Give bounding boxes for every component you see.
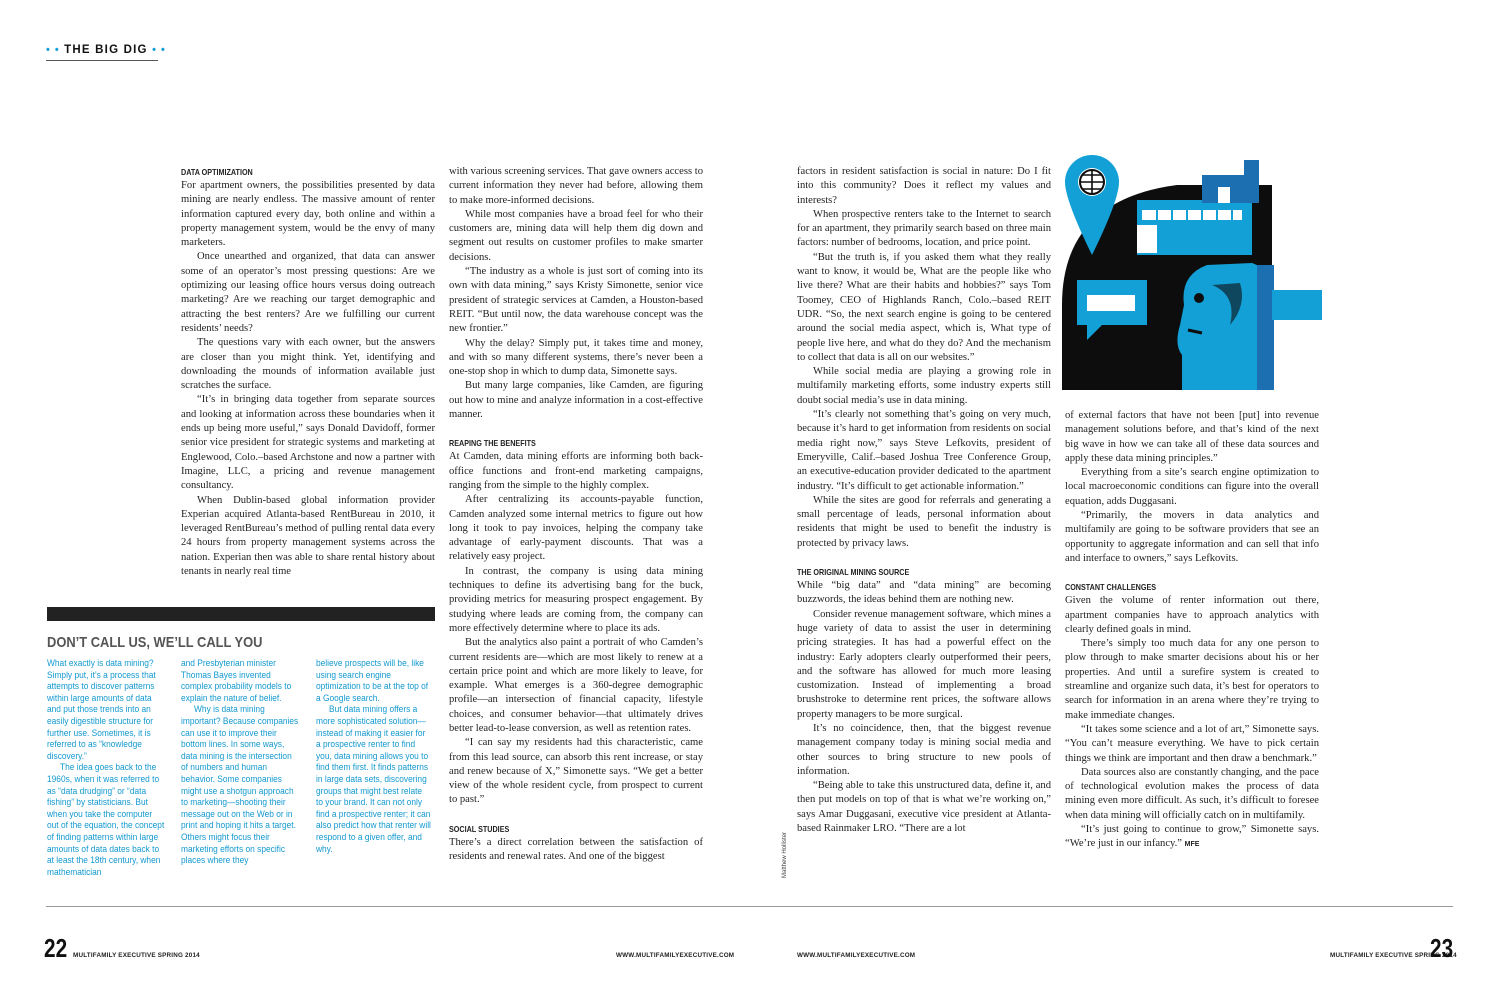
paragraph: “It takes some science and a lot of art,” Simonette says. “You can’t measure everything. We have to pick certain things we think are important and then draw a benchmark.” bbox=[1065, 723, 1319, 764]
sidebar-column-3 bbox=[316, 658, 431, 855]
building-window-large bbox=[1137, 225, 1157, 253]
sidebar-paragraph: and Presbyterian minister Thomas Bayes invented complex probability models to explain the nature of belief. bbox=[181, 658, 292, 703]
paragraph: Given the volume of renter information out there, apartment companies have to approach analytics with clearly defined goals in mind. bbox=[1065, 595, 1319, 635]
sidebar-paragraph: believe prospects will be, like using search engine optimization to be at the top of a Google search. bbox=[316, 658, 429, 703]
end-signature: MFE bbox=[1184, 841, 1200, 849]
article-column-4 bbox=[1065, 409, 1319, 853]
paragraph: Once unearthed and organized, that data can answer some of an operator’s most pressing questions: Are we optimizing our leasing office hours versus doing outreach marketing? Are we reaching our target demographic and attracting the best renters? Are we fulfilling our current residents’ needs? bbox=[181, 251, 435, 334]
footer-publication-left: MULTIFAMILY EXECUTIVE SPRING 2014 bbox=[73, 952, 200, 959]
paragraph: Data sources also are constantly changing, and the pace of technological evolution makes the process of data mining even more difficult. As such, it’s difficult to foresee when data mining will officially catch on in multifamily. bbox=[1065, 766, 1319, 821]
footer-url-right[interactable]: WWW.MULTIFAMILYEXECUTIVE.COM bbox=[797, 952, 916, 959]
data-mining-illustration bbox=[1062, 155, 1322, 390]
section-title: THE BIG DIG bbox=[64, 44, 148, 56]
paragraph: factors in resident satisfaction is social in nature: Do I fit into this community? Does it reflect my values and interests? bbox=[797, 166, 1051, 206]
paragraph-text: “It’s just going to continue to grow,” Simonette says. “We’re just in our infancy.” bbox=[1065, 824, 1319, 850]
paragraph: For apartment owners, the possibilities presented by data mining are nearly endless. The massive amount of renter information captured every day, both online and within a property management system, would be the envy of many marketers. bbox=[181, 180, 435, 249]
speech-bubble-text bbox=[1087, 295, 1135, 311]
sidebar-column-1 bbox=[47, 658, 165, 878]
sidebar-paragraph: What exactly is data mining? Simply put, it’s a process that attempts to discover patterns within large amounts of data and put those trends into an easily digestible structure for further use. Sometimes, it is referred to as “knowledge discovery.” bbox=[47, 658, 156, 761]
footer-url-left[interactable]: WWW.MULTIFAMILYEXECUTIVE.COM bbox=[616, 952, 735, 959]
footer-publication-right: MULTIFAMILY EXECUTIVE SPRING 2014 bbox=[1330, 952, 1457, 959]
paragraph: At Camden, data mining efforts are informing both back-office functions and front-end marketing campaigns, ranging from the simple to the highly complex. bbox=[449, 451, 703, 491]
header-rule bbox=[46, 60, 158, 61]
sidebar-column-2 bbox=[181, 658, 299, 867]
paragraph: Consider revenue management software, which mines a huge variety of data to assist the user in determining pricing strategies. It has had a powerful effect on the industry: Early adopters clearly outperformed their peers, and the software has allowed for much more leasing customization. Instead of implementing a broad brushstroke to determine rent prices, the software allows property managers to be more surgical. bbox=[797, 608, 1051, 720]
subhead-constant-challenges: CONSTANT CHALLENGES bbox=[1065, 582, 1157, 593]
paragraph: “It’s clearly not something that’s going on very much, because it’s hard to get information from residents on social media right now,” says Steve Lefkovits, president of Emeryville, Calif.–based Joshua Tree Conference Group, an executive-education provider dedicated to the apartment industry. “It’s difficult to get actionable information.” bbox=[797, 409, 1051, 492]
paragraph: There’s simply too much data for any one person to plow through to make smarter decisions about his or her properties. And until a surefire system is created to streamline and organize such data, it’s best for operators to search for information in an arena where they’re trying to make immediate changes. bbox=[1065, 638, 1319, 721]
paragraph: of external factors that have not been [put] into revenue management solutions before, and that’s kind of the next big wave in how we can take all of these data sources and apply these data mining principles.” bbox=[1065, 410, 1319, 464]
paragraph: “Being able to take this unstructured data, define it, and then put models on top of that is what we’re working on,” says Amar Duggasani, executive vice president at Atlanta-based Rainmaker LRO. “There are a lot bbox=[797, 780, 1051, 835]
illustration-credit: Matthew Hollister bbox=[782, 831, 788, 878]
article-column-2 bbox=[449, 165, 703, 864]
paragraph: While most companies have a broad feel for who their customers are, mining data will help them dig down and segment out results on customer profiles to make smarter decisions. bbox=[449, 208, 703, 263]
paragraph: When Dublin-based global information provider Experian acquired Atlanta-based RentBureau in 2010, it leveraged RentBureau’s method of pulling rental data every 24 hours from property management systems across the nation. Experian then was able to share rental history about tenants in nearly real time bbox=[181, 494, 435, 578]
sidebar-paragraph: The idea goes back to the 1960s, when it was referred to as “data drudging” or “data fishing” by statisticians. But when you take the computer out of the equation, the concept of finding patterns within large amounts of data dates back to at least the 18th century, when mathematician bbox=[47, 762, 165, 877]
paragraph: After centralizing its accounts-payable function, Camden analyzed some internal metrics to figure out how long it took to pay invoices, helping the company take advantage of early-payment discounts. That was a relatively easy project. bbox=[449, 494, 703, 563]
side-bar bbox=[1272, 290, 1322, 320]
paragraph: But the analytics also paint a portrait of who Camden’s current residents are—which are most likely to renew at a certain price point and which are more likely to leave, for example. What emerges is a 360-degree demographic profile—an intersection of financial capacity, lifestyle choices, and consumer behavior—that ultimately drives better lead-to-lease conversion, as well as retention rates. bbox=[449, 637, 703, 734]
footer-rule bbox=[46, 906, 1453, 907]
subhead-social-studies: SOCIAL STUDIES bbox=[449, 823, 510, 834]
sidebar-bar bbox=[47, 607, 435, 621]
subhead-original-mining-source: THE ORIGINAL MINING SOURCE bbox=[797, 567, 910, 578]
article-column-1 bbox=[181, 165, 435, 579]
eye-icon bbox=[1194, 293, 1204, 303]
subhead-data-optimization: DATA OPTIMIZATION bbox=[181, 167, 253, 177]
article-column-3 bbox=[797, 165, 1051, 836]
sidebar-paragraph: Why is data mining important? Because companies can use it to improve their bottom lines. In some ways, data mining is the intersection of numbers and human behavior. Some companies might use a shotgun approach to marketing—shooting their message out on the Web or in print and hoping it hits a target. Others might focus their marketing efforts on specific places where they bbox=[181, 704, 299, 866]
paragraph: “Primarily, the movers in data analytics and multifamily are going to be software providers that see an opportunity to aggregate information and can sell that info and interface to owners,” says Lefkovits. bbox=[1065, 510, 1319, 564]
paragraph: “The industry as a whole is just sort of coming into its own with data mining,” says Kristy Simonette, senior vice president of strategic services at Camden, a Houston-based REIT. “But until now, the data warehouse concept was the new frontier.” bbox=[449, 266, 703, 335]
page-number-right: 23 bbox=[1430, 933, 1454, 963]
sidebar-paragraph: But data mining offers a more sophisticated solution—instead of making it easier for a prospective renter to find you, data mining allows you to find them first. It finds patterns in large data sets, discovering groups that might best relate to your brand. It can not only find a prospective renter; it can also predict how that renter will respond to a given offer, and why. bbox=[316, 704, 431, 854]
paragraph: There’s a direct correlation between the satisfaction of residents and renewal rates. And one of the biggest bbox=[449, 836, 703, 863]
paragraph: Everything from a site’s search engine optimization to local macroeconomic conditions can figure into the overall equation, adds Duggasani. bbox=[1065, 467, 1319, 507]
paragraph: While the sites are good for referrals and generating a small percentage of leads, personal information about residents that might be used to benefit the industry is protected by privacy laws. bbox=[797, 494, 1051, 549]
sidebar-title: DON’T CALL US, WE’LL CALL YOU bbox=[47, 634, 263, 651]
paragraph: “I can say my residents had this characteristic, came from this lead source, can absorb this rent increase, or stay and renew because of X,” Simonette says. “We get a better view of the whole resident cycle, from prospect to current to past.” bbox=[449, 737, 703, 806]
paragraph: In contrast, the company is using data mining techniques to define its advertising bang for the buck, providing metrics for measuring prospect engagement. By studying where leads are coming from, the company can more effectively determine where to place its ads. bbox=[449, 565, 703, 634]
subhead-reaping-the-benefits: REAPING THE BENEFITS bbox=[449, 438, 536, 449]
paragraph bbox=[1065, 823, 1319, 853]
paragraph: Why the delay? Simply put, it takes time and money, and with so many different systems, there’s never been a one-stop shop in which to dump data, Simonette says. bbox=[449, 337, 703, 378]
building-tower bbox=[1244, 160, 1259, 203]
paragraph: While social media are playing a growing role in multifamily marketing efforts, some industry experts still doubt social media’s use in data mining. bbox=[797, 366, 1051, 406]
building-door bbox=[1218, 187, 1230, 203]
paragraph: The questions vary with each owner, but the answers are closer than you might think. Yet, identifying and downloading the mounds of information available just scratches the surface. bbox=[181, 337, 435, 392]
paragraph: While “big data” and “data mining” are becoming buzzwords, the ideas behind them are nothing new. bbox=[797, 580, 1051, 606]
page-number-left: 22 bbox=[44, 933, 68, 963]
section-header bbox=[46, 44, 166, 56]
paragraph: “But the truth is, if you asked them what they really want to know, it would be, What are the people like who live there? What are their habits and hobbies?” says Tom Toomey, CEO of Highlands Ranch, Colo.–based REIT UDR. “So, the next search engine is going to be centered around the social media aspect, which is, What type of people live here, and what do they do? And the mechanism to collect that data is all on our websites.” bbox=[797, 251, 1051, 363]
paragraph: But many large companies, like Camden, are figuring out how to mine and analyze information in a cost-effective manner. bbox=[449, 380, 703, 421]
paragraph: “It’s in bringing data together from separate sources and looking at information across these boundaries when it ends up being more useful,” says Donald Davidoff, former senior vice president for strategic systems and marketing at Englewood, Colo.–based Archstone and now a partner with Imagine, LLC, a pricing and revenue management consultancy. bbox=[181, 394, 435, 492]
bullet-dots-icon: • • bbox=[152, 44, 166, 56]
bullet-dots-icon: • • bbox=[46, 44, 60, 56]
head-shadow bbox=[1257, 265, 1274, 390]
paragraph: When prospective renters take to the Internet to search for an apartment, they primarily search based on three main factors: number of bedrooms, location, and price point. bbox=[797, 208, 1051, 249]
paragraph: It’s no coincidence, then, that the biggest revenue management company today is mining social media and other sources to bring structure to new pools of information. bbox=[797, 722, 1051, 777]
paragraph: with various screening services. That gave owners access to current information they never had before, allowing them to make more-informed decisions. bbox=[449, 166, 703, 206]
